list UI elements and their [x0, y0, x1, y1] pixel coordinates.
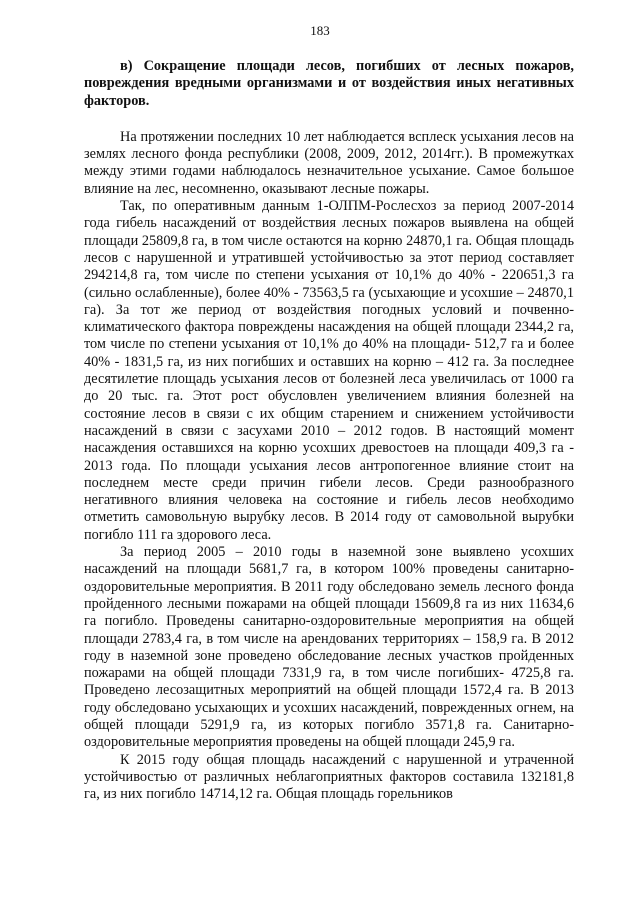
paragraph-4: К 2015 году общая площадь насаждений с нарушенной и утраченной устойчивостью от различных неблагоприятных факторов составила 132181,8 га, из них погибло 14714,12 га. Общая площадь горельников: [84, 751, 574, 803]
paragraph-1: На протяжении последних 10 лет наблюдается всплеск усыхания лесов на землях лесного фонда республики (2008, 2009, 2012, 2014гг.). В промежутках между этими годами наблюдалось незначительное усыхание. Самое большое влияние на лес, несомненно, оказывают лесные пожары.: [84, 128, 574, 197]
document-body: [84, 58, 574, 803]
paragraph-3: За период 2005 – 2010 годы в наземной зоне выявлено усохших насаждений на площади 5681,7 га, в котором 100% проведены санитарно-оздоровительные мероприятия. В 2011 году обследовано земель лесного фонда пройденного лесными пожарами на общей площади 15609,8 га из них 11634,6 га погибло. Проведены санитарно-оздоровительные мероприятия на общей площади 2783,4 га, в том числе на арендованих территориях – 158,9 га. В 2012 году в наземной зоне проведено обследование лесных участков пройденных пожарами на общей площади 7331,9 га, в том числе погибших- 4725,8 га. Проведено лесозащитных мероприятий на общей площади 1572,4 га. В 2013 году обследовано усыхающих и усохших насаждений, поврежденных огнем, на общей площади 5291,9 га, из которых погибло 3571,8 га. Санитарно-оздоровительные мероприятия проведены на общей площади 245,9 га.: [84, 544, 574, 751]
paragraph-2: Так, по оперативным данным 1-ОЛПМ-Рослесхоз за период 2007-2014 года гибель насаждений от воздействия лесных пожаров выявлена на общей площади 25809,8 га, в том числе остаются на корню 24870,1 га. Общая площадь лесов с нарушенной и утратившей устойчивостью за этот период составляет 294214,8 га, том числе по степени усыхания от 10,1% до 40% - 220651,3 га (сильно ослабленные), более 40% - 73563,5 га (усыхающие и усохшие – 24870,1 га). За тот же период от воздействия погодных условий и почвенно-климатического фактора повреждены насаждения на общей площади 2344,2 га, том числе по степени усыхания от 10,1% до 40% на площади- 512,7 га и более 40% - 1831,5 га, из них погибших и оставших на корню – 412 га. За последнее десятилетие площадь усыхания лесов от болезней леса увеличилась от 1000 га до 20 тыс. га. Этот рост обусловлен увеличением влияния болезней на состояние лесов в связи с их общим старением и снижением устойчивости насаждений в связи с засухами 2010 – 2012 годов. В настоящий момент насаждения оставшихся на корню усохших древостоев на площади 409,3 га - 2013 года. По площади усыхания лесов антропогенное влияние стоит на последнем месте среди причин гибели лесов. Среди разнообразного негативного влияния человека на состояние и гибель лесов необходимо отметить самовольную вырубку лесов. В 2014 году от самовольной вырубки погибло 111 га здорового леса.: [84, 198, 574, 543]
section-heading: в) Сокращение площади лесов, погибших от лесных пожаров, повреждения вредными организмами и от воздействия иных негативных факторов.: [84, 58, 574, 109]
page-number: 183: [310, 23, 330, 38]
